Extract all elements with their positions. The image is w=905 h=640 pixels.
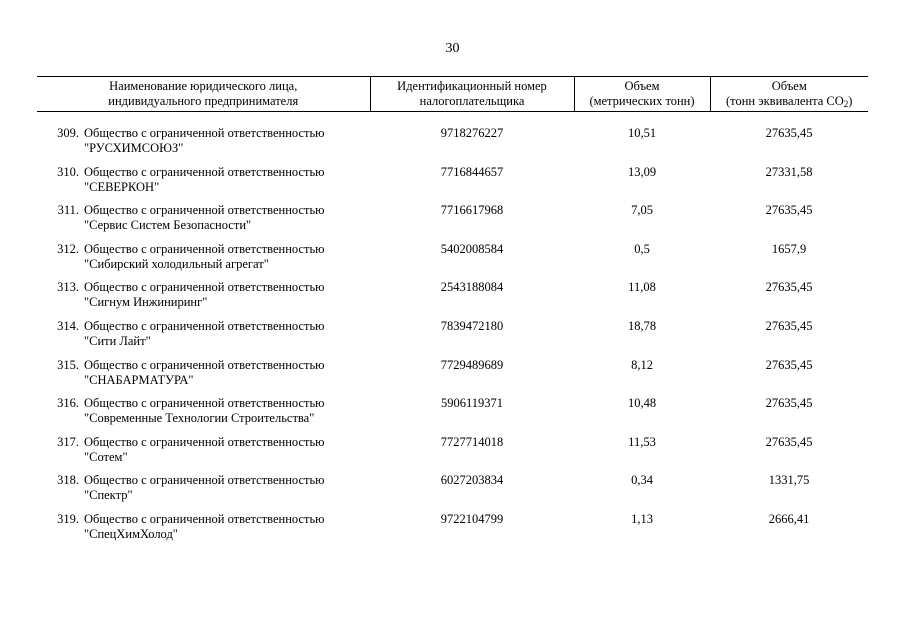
row-number: 314. <box>57 318 79 333</box>
header-volume-co2-line-1: Объем <box>771 79 807 93</box>
table-row <box>37 512 868 551</box>
cell-inn: 7839472180 <box>440 318 504 333</box>
entity-name-line-2: "Сибирский холодильный агрегат" <box>84 256 269 271</box>
cell-name-wrap <box>39 396 368 426</box>
cell-inn: 5906119371 <box>440 396 504 411</box>
entity-name-line-1: Общество с ограниченной ответственностью <box>84 357 325 372</box>
cell-name <box>37 319 370 358</box>
header-co2-subscript: 2 <box>843 99 849 109</box>
header-inn-line-2: налогоплательщика <box>419 94 525 108</box>
cell-inn: 9718276227 <box>440 126 504 140</box>
row-number: 316. <box>57 396 79 411</box>
table-row <box>37 165 868 204</box>
cell-volume-metric: 1,13 <box>631 511 653 526</box>
table-body <box>37 112 868 551</box>
cell-name <box>37 512 370 551</box>
header-co2-suffix: ) <box>848 94 853 108</box>
table-row <box>37 396 868 435</box>
cell-volume-metric: 11,53 <box>628 434 656 449</box>
cell-name-wrap <box>39 126 368 156</box>
cell-volume-co2: 27635,45 <box>765 396 813 411</box>
cell-name <box>37 203 370 242</box>
cell-name <box>37 126 370 165</box>
cell-volume-co2: 27635,45 <box>765 203 813 218</box>
entity-name-line-2: "Спектр" <box>84 488 133 503</box>
entity-name <box>84 203 368 233</box>
cell-name-wrap <box>39 319 368 349</box>
header-volume-metric-line-2: (метрических тонн) <box>589 94 695 108</box>
table-row <box>37 242 868 281</box>
entity-name-line-2: "Сервис Систем Безопасности" <box>84 218 252 233</box>
cell-name <box>37 165 370 204</box>
cell-inn: 2543188084 <box>440 280 504 295</box>
entity-name-line-1: Общество с ограниченной ответственностью <box>84 126 325 140</box>
cell-name-wrap <box>39 165 368 195</box>
entity-name <box>84 242 368 272</box>
cell-name <box>37 396 370 435</box>
cell-inn: 7727714018 <box>440 434 504 449</box>
cell-volume-co2: 27635,45 <box>765 280 813 295</box>
cell-volume-metric: 8,12 <box>631 357 653 372</box>
entity-name <box>84 126 368 156</box>
cell-name-wrap <box>39 473 368 503</box>
row-number: 313. <box>57 280 79 295</box>
cell-volume-co2: 27635,45 <box>765 357 813 372</box>
entity-name-line-2: "Сотем" <box>84 449 128 464</box>
cell-volume-metric: 0,34 <box>631 473 653 488</box>
entity-name <box>84 319 368 349</box>
cell-inn: 6027203834 <box>440 473 504 488</box>
table-row <box>37 280 868 319</box>
cell-name <box>37 280 370 319</box>
cell-name-wrap <box>39 358 368 388</box>
row-number: 318. <box>57 473 79 488</box>
entity-name-line-2: "Сигнум Инжиниринг" <box>84 295 208 310</box>
table-row <box>37 319 868 358</box>
entity-name-line-2: "Современные Технологии Строительства" <box>84 411 315 426</box>
entity-name-line-2: "СпецХимХолод" <box>84 526 178 541</box>
header-inn <box>370 77 574 112</box>
header-volume-co2-line-2 <box>713 94 867 109</box>
cell-volume-co2: 1657,9 <box>771 241 807 256</box>
entity-name-line-1: Общество с ограниченной ответственностью <box>84 280 325 295</box>
entity-name <box>84 280 368 310</box>
entity-name-line-2: "СЕВЕРКОН" <box>84 179 160 194</box>
entity-name-line-1: Общество с ограниченной ответственностью <box>84 318 325 333</box>
cell-inn: 5402008584 <box>440 241 504 256</box>
entity-name <box>84 512 368 542</box>
cell-volume-co2: 27635,45 <box>765 126 813 140</box>
cell-inn: 7716617968 <box>440 203 504 218</box>
cell-name-wrap <box>39 435 368 465</box>
cell-inn: 7729489689 <box>440 357 504 372</box>
spacer-row <box>37 112 868 127</box>
entity-name-line-1: Общество с ограниченной ответственностью <box>84 164 325 179</box>
cell-volume-co2: 2666,41 <box>768 511 810 526</box>
cell-volume-metric: 18,78 <box>627 318 657 333</box>
entity-name-line-1: Общество с ограниченной ответственностью <box>84 241 325 256</box>
cell-volume-metric: 10,51 <box>627 126 657 140</box>
cell-name-wrap <box>39 280 368 310</box>
row-number: 310. <box>57 164 79 179</box>
cell-name <box>37 435 370 474</box>
header-co2-prefix: (тонн эквивалента CO <box>726 94 844 108</box>
header-row <box>37 77 868 112</box>
row-number: 317. <box>57 434 79 449</box>
table-row <box>37 203 868 242</box>
table-row <box>37 435 868 474</box>
page-number: 30 <box>445 41 460 56</box>
entity-name-line-2: "Сити Лайт" <box>84 333 151 348</box>
cell-volume-metric: 0,5 <box>634 241 650 256</box>
entity-name <box>84 358 368 388</box>
entity-name-line-1: Общество с ограниченной ответственностью <box>84 396 325 411</box>
header-name <box>37 77 370 112</box>
header-volume-co2 <box>710 77 868 112</box>
row-number: 312. <box>57 241 79 256</box>
cell-volume-metric: 10,48 <box>627 396 657 411</box>
entity-name <box>84 165 368 195</box>
table-row <box>37 126 868 165</box>
header-inn-line-1: Идентификационный номер <box>397 79 547 93</box>
row-number: 309. <box>57 126 79 140</box>
cell-name-wrap <box>39 203 368 233</box>
header-name-line-2: индивидуального предпринимателя <box>108 94 299 108</box>
cell-name <box>37 358 370 397</box>
entity-name-line-2: "РУСХИМСОЮЗ" <box>84 141 184 155</box>
entity-name-line-1: Общество с ограниченной ответственностью <box>84 434 325 449</box>
row-number: 319. <box>57 511 79 526</box>
table-row <box>37 358 868 397</box>
cell-inn: 9722104799 <box>440 511 504 526</box>
entity-name <box>84 473 368 503</box>
row-number: 315. <box>57 357 79 372</box>
entity-name-line-1: Общество с ограниченной ответственностью <box>84 473 325 488</box>
cell-volume-metric: 11,08 <box>628 280 656 295</box>
row-number: 311. <box>57 203 79 218</box>
cell-inn: 7716844657 <box>440 164 504 179</box>
entity-name-line-1: Общество с ограниченной ответственностью <box>84 203 325 218</box>
header-volume-metric <box>574 77 710 112</box>
cell-volume-co2: 27635,45 <box>765 434 813 449</box>
entity-name <box>84 396 368 426</box>
entity-name-line-1: Общество с ограниченной ответственностью <box>84 511 325 526</box>
cell-name <box>37 242 370 281</box>
cell-volume-metric: 7,05 <box>631 203 653 218</box>
cell-name <box>37 473 370 512</box>
cell-volume-co2: 27635,45 <box>765 318 813 333</box>
cell-volume-co2: 27331,58 <box>765 164 813 179</box>
cell-name-wrap <box>39 512 368 542</box>
entity-name <box>84 435 368 465</box>
table-header <box>37 77 868 112</box>
cell-volume-metric: 13,09 <box>627 164 657 179</box>
cell-name-wrap <box>39 242 368 272</box>
header-volume-metric-line-1: Объем <box>624 79 660 93</box>
table-row <box>37 473 868 512</box>
cell-volume-co2: 1331,75 <box>768 473 810 488</box>
registry-table <box>37 76 868 551</box>
header-name-line-1: Наименование юридического лица, <box>109 79 298 93</box>
entity-name-line-2: "СНАБАРМАТУРА" <box>84 372 194 387</box>
